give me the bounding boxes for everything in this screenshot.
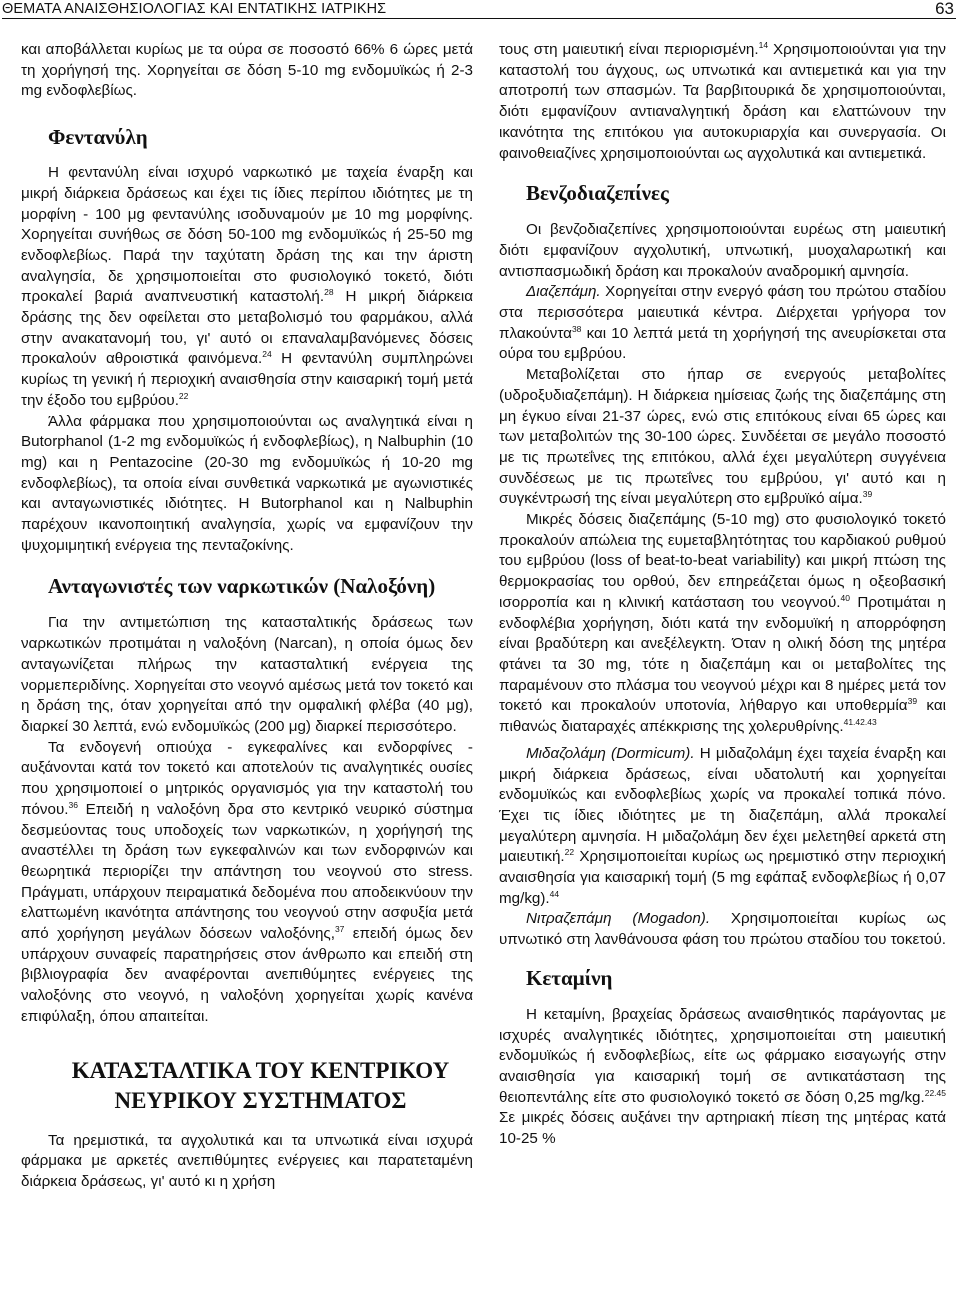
reference-mark: 36 — [68, 799, 78, 810]
text-run: Επειδή η ναλοξόνη δρα στο κεντρικό νευρικό σύστημα δεσμεύοντας τους υποδοχείς των ναρκωτικών, η χορήγησή της αναστέλλει τη δράση των εγκεφαλινών και των ενδορφινών και θεωρητικά περιορίζει την απάντηση του νεογνού στο stress. Πράγματι, υπάρχουν πειραματικά δεδομένα που αποδεικνύουν την ελαττωμένη ικανότητα απάντησης του νεογνού στην ασφυξία μετά από χορήγηση μεγάλων δόσεων ναλοξόνης, — [21, 800, 473, 943]
reference-mark: 39 — [907, 696, 918, 707]
reference-mark: 41.42.43 — [843, 717, 877, 728]
reference-mark: 14 — [758, 39, 769, 50]
text-run: Χρησιμοποιούνται για την καταστολή του άγχους, ως υπνωτικά και αντιεμετικά και για την αποτροπή των σπασμών. Τα βαρβιτουρικά δε χρησιμοποιούνται, διότι εμφανίζουν αντιαναλγητική δράση και ελαττώνουν την ικανότητα της επιτόκου για αυτοκυριαρχία και συνεργασία. Οι φαινοθειαζίνες χρησιμοποιούνται ως αγχολυτικά και αντιεμετικά. — [499, 41, 946, 162]
reference-mark: 44 — [549, 888, 560, 899]
text-run: επειδή όμως δεν υπάρχουν συναφείς παρατηρήσεις στον άνθρωπο και επειδή στη βιβλιογραφία δεν αναφέρονται ανεπιθύμητες ενέργειες της ναλοξόνης στο νεογνό, η ναλοξόνη χορηγείται χωρίς κανένα επιφύλαξη, όπου απαιτείται. — [21, 925, 473, 1025]
drug-name-diazepam: Διαζεπάμη. — [526, 283, 601, 301]
text-run: Χρησιμοποιείται κυρίως ως υπνωτικό στη λανθάνουσα φάση του πρώτου σταδίου του τοκετού. — [499, 910, 946, 949]
section-heading-benzodiazepines: Βενζοδιαζεπίνες — [526, 181, 669, 206]
paragraph-ketamine — [499, 1005, 946, 1150]
text-run: Τα ενδογενή οπιούχα - εγκεφαλίνες και ενδορφίνες - αυξάνονται κατά τον τοκετό και αποτελούν τις αναλγητικές ουσίες που χρησιμοποιεί ο μητρικός οργανισμός για την καταστολή του πόνου. — [21, 738, 473, 818]
section-heading-antagonists: Ανταγωνιστές των ναρκωτικών (Ναλοξόνη) — [48, 574, 436, 599]
text-run: Η φεντανύλη συμπληρώνει κυρίως τη γενική ή περιοχική αναισθησία στην καισαρική τομή μετά την έξοδο του εμβρύου. — [21, 350, 474, 409]
reference-mark: 37 — [334, 923, 345, 934]
reference-mark: 22 — [178, 390, 189, 401]
reference-mark: 22 — [564, 847, 575, 858]
text-run: και 10 λεπτά μετά τη χορήγησή της ανευρίσκεται στα ούρα του εμβρύου. — [499, 324, 946, 363]
drug-name-midazolam: Μιδαζολάμη (Dormicum). — [526, 744, 695, 762]
text-run: Μικρές δόσεις διαζεπάμης (5-10 mg) στο φυσιολογικό τοκετό προκαλούν απώλεια της ευμεταβλητότητας του καρδιακού ρυθμού του εμβρύου (loss of beat-to-beat variability) και μικρή πτώση της θερμοκρασίας του ορθού, δεν επηρεάζεται όμως η οξεοβασική ισορροπία και η κλινική κατάσταση του νεογνού. — [499, 511, 946, 611]
paragraph-naloxone: Για την αντιμετώπιση της κατασταλτικής δράσεως των ναρκωτικών προτιμάται η ναλοξόνη (Narcan), η οποία όμως δεν ανταγωνίζεται πλήρως την κατασταλτική ενέργεια της νορμεπεριδίνης. Χορηγείται στο νεογνό αμέσως μετά τον τοκετό και η δράση της, όταν χορηγείται από την ομφαλική φλέβα (40 μg), διαρκεί 30 λεπτά, ενώ ενδομυϊκώς (200 μg) διαρκεί περισσότερο. — [21, 614, 473, 735]
reference-mark: 24 — [262, 349, 272, 360]
running-header — [2, 0, 956, 19]
text-run: Η μιδαζολάμη έχει ταχεία έναρξη και μικρή διάρκεια δράσεως, είναι υδατολυτή και χορηγείται ενδομυϊκώς και ενδοφλεβίως χωρίς να προκαλεί τοπικά πόνο. Έχει τις ίδιες ιδιότητες με τη διαζεπάμη, αλλά προκαλεί μεγαλύτερη αμνησία. Η μιδαζολάμη δεν έχει μελετηθεί αρκετά στη μαιευτική. — [499, 744, 946, 866]
paragraph-nitrazepam — [499, 909, 946, 950]
paragraph-midazolam — [499, 744, 946, 910]
continued-paragraph: και αποβάλλεται κυρίως με τα ούρα σε ποσοστό 66% 6 ώρες μετά τη χορήγησή της. Χορηγείται σε δόση 5-10 mg ενδομυϊκώς ή 2-3 mg ενδοφλεβίως. — [21, 41, 473, 100]
text-run: τους στη μαιευτική είναι περιορισμένη. — [499, 41, 759, 58]
text-run: Η κεταμίνη, βραχείας δράσεως αναισθητικός παράγοντας με ισχυρές αναλγητικές ιδιότητες, χρησιμοποιείται στη μαιευτική ενδομυϊκώς ή ενδοφλεβίως, είτε ως φάρμακο εισαγωγής στην αναισθησία για καισαρική τομή σε αντικατάσταση της θειοπεντάλης είτε στο φυσιολογικό τοκετό σε δόση 0,25 mg/kg. — [499, 1005, 946, 1106]
drug-name-nitrazepam: Νιτραζεπάμη (Mogadon). — [526, 910, 711, 928]
reference-mark: 28 — [324, 287, 334, 298]
right-column — [499, 40, 946, 1150]
journal-title: ΘΕΜΑΤΑ ΑΝΑΙΣΘΗΣΙΟΛΟΓΙΑΣ ΚΑΙ ΕΝΤΑΤΙΚΗΣ ΙΑΤΡΙΚΗΣ — [2, 1, 387, 17]
paragraph-metabolism — [499, 365, 946, 510]
continued-paragraph — [499, 40, 946, 164]
reference-mark: 38 — [571, 323, 582, 334]
paragraph-diazepam — [499, 282, 946, 365]
page-number: 63 — [935, 0, 954, 18]
paragraph-fentanyl — [21, 163, 473, 411]
section-heading-cns-line2: ΝΕΥΡΙΚΟΥ ΣΥΣΤΗΜΑΤΟΣ — [114, 1087, 407, 1113]
reference-mark: 40 — [840, 592, 850, 603]
text-run: Σε μικρές δόσεις αυξάνει την αρτηριακή πίεση της μητέρας κατά 10-25 % — [499, 1109, 946, 1148]
text-run: και πιθανώς διαταραχές απέκκρισης της χολερυθρίνης. — [499, 697, 946, 736]
text-run: Η φεντανύλη είναι ισχυρό ναρκωτικό με ταχεία έναρξη και μικρή διάρκεια δράσεως και έχει τις ίδιες περίπου ιδιότητες με τη μορφίνη - 100 μg φεντανύλης ισοδυναμούν με 10 mg μορφίνης. Χορηγείται συνήθως σε δόση 50-100 mg ενδομυϊκώς ή 25-50 mg ενδοφλεβίως. Παρά την ταχύτατη δράση της και την άριστη αναλγησία, δε χρησιμοποιείται στο φυσιολογικό τοκετό, διότι προκαλεί βαριά αναπνευστική καταστολή. — [21, 164, 473, 306]
section-heading-cns-line1: ΚΑΤΑΣΤΑΛΤΙΚΑ ΤΟΥ ΚΕΝΤΡΙΚΟΥ — [71, 1057, 450, 1083]
paragraph-small-doses — [499, 510, 946, 738]
text-run: Μεταβολίζεται στο ήπαρ σε ενεργούς μεταβολίτες (υδροξυδιαζεπάμη). Η διάρκεια ημίσειας ζωής της διαζεπάμης στη μη έγκυο είναι 21-37 ώρες, ενώ στις επιτόκους είναι 65 ώρες και των μεταβολιτών της 30-100 ώρες. Συνδέεται σε μεγάλο ποσοστό με τις πρωτεΐνες της επιτόκου, αλλά έχει μεγαλύτερη συγγένεια συνδέσεως με τις πρωτεΐνες του εμβρύου, γι' αυτό και η συγκέντρωσή της είναι μεγαλύτερη στο εμβρυϊκό αίμα. — [499, 366, 946, 508]
paragraph-endogenous-opioids — [21, 738, 473, 1028]
reference-mark: 22.45 — [924, 1087, 946, 1098]
paragraph-other-analgesics: Άλλα φάρμακα που χρησιμοποιούνται ως αναλγητικά είναι η Butorphanol (1-2 mg ενδομυϊκώς ή ενδοφλεβίως), η Nalbuphin (10 mg) και η Pentazocine (20-30 mg ενδομυϊκώς ή 10-20 mg ενδοφλεβίως), τα οποία είναι συνθετικά ναρκωτικά με αγωνιστικές και ανταγωνιστικές ιδιότητες. Η Butorphanol και η Nalbuphin παρέχουν ικανοποιητική αναλγησία, χωρίς να εμφανίζουν την ψυχομιμητική ενέργεια της πενταζοκίνης. — [21, 412, 473, 554]
text-run: Χορηγείται στην ενεργό φάση του πρώτου σταδίου στα περισσότερα μαιευτικά κέντρα. Διέρχεται γρήγορα τον πλακούντα — [499, 283, 946, 342]
reference-mark: 39 — [862, 489, 873, 500]
section-heading-fentanyl: Φεντανύλη — [48, 125, 148, 150]
paragraph-benzodiazepines: Οι βενζοδιαζεπίνες χρησιμοποιούνται ευρέως στη μαιευτική διότι εμφανίζουν αγχολυτική, υπνωτική, μυοχαλαρωτική και αντισπασμωδική δράση και προκαλούν αναδρομική αμνησία. — [499, 221, 946, 280]
section-heading-ketamine: Κεταμίνη — [526, 965, 613, 990]
paragraph-cns-depressants: Τα ηρεμιστικά, τα αγχολυτικά και τα υπνωτικά είναι ισχυρά φάρμακα με αρκετές ανεπιθύμητες ενέργειες και παρατεταμένη διάρκεια δράσεως, γι' αυτό κι η χρήση — [21, 1131, 473, 1190]
text-run: Χρησιμοποιείται κυρίως ως ηρεμιστικό στην περιοχική αναισθησία για καισαρική τομή (5 mg εφάπαξ ενδοφλεβίως ή 0,07 mg/kg). — [499, 848, 946, 907]
text-run: Προτιμάται η ενδοφλέβια χορήγηση, διότι κατά την ενδομυϊκή η απορρόφηση είναι βραδύτερη και ανεξέλεγκτη. Όταν η ολική δόση της μητέρα φτάνει τα 30 mg, τότε η διαζεπάμη και οι μεταβολίτες της παραμένουν στο πλάσμα του νεογνού μέχρι και 8 ημέρες μετά τον τοκετό και προκαλούν υποτονία, λήθαργο και υποθερμία — [499, 593, 946, 715]
left-column — [21, 40, 473, 1193]
text-run: Η μικρή διάρκεια δράσης της δεν οφείλεται στο μεταβολισμό του φαρμάκου, αλλά στην ανακατανομή του, γι' αυτό οι επαναλαμβανόμενες δόσεις προκαλούν αθροιστικά φαινόμενα. — [21, 288, 473, 368]
